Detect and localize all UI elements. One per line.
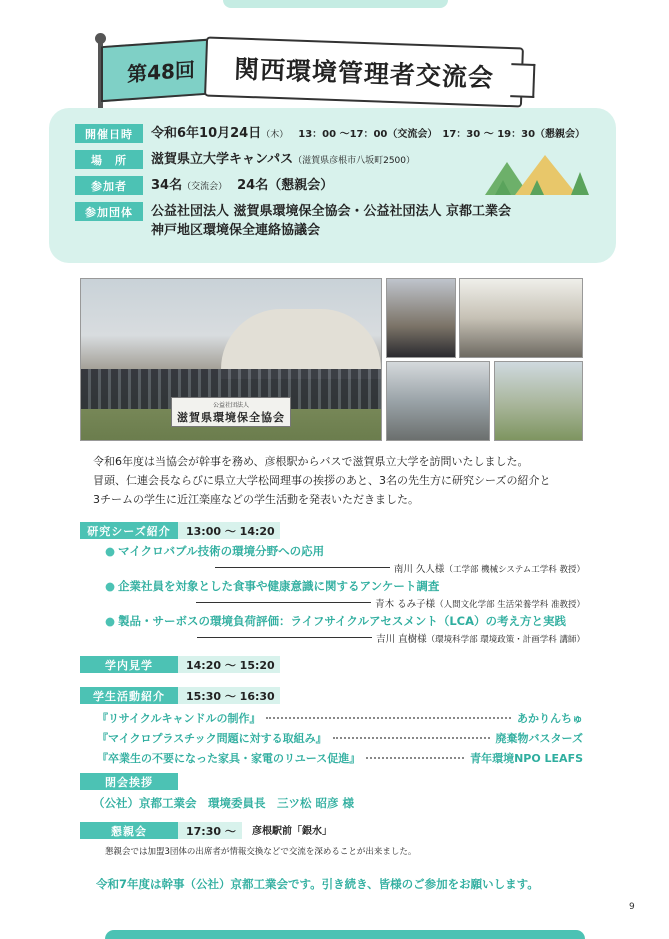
association-banner (171, 397, 291, 427)
time-range: 13：00 〜17：00（交流会） 17：30 〜 19：30（懇親会） (298, 129, 586, 140)
page-title: 関西環境管理者交流会 (233, 54, 495, 93)
presenter-name: 吉川 直樹様 (376, 633, 427, 645)
research-title: ● 企業社員を対象とした食事や健康意識に関するアンケート調査 (105, 578, 585, 594)
research-header (80, 522, 280, 539)
team-name: 青年環境NPO LEAFS (470, 752, 583, 765)
party-count: 24名（懇親会） (237, 178, 334, 193)
venue-address: （滋賀県彦根市八坂町2500） (293, 156, 415, 166)
party-note: 懇親会では加盟3団体の出席者が情報交換などで交流を深めることが出来ました。 (105, 847, 417, 857)
info-value (151, 176, 333, 197)
research-list (105, 543, 585, 648)
research-title: ● マイクロバブル技術の環境分野への応用 (105, 543, 585, 559)
speaker-photo (386, 278, 456, 358)
info-row-organizations (75, 202, 616, 240)
venue-name: 滋賀県立大学キャンパス (151, 152, 294, 167)
team-name: あかりんちゅ (517, 712, 583, 725)
date-text: 令和6年10月24日 (151, 126, 262, 141)
edition-flag (101, 38, 221, 102)
section-label: 閉会挨拶 (80, 773, 178, 790)
team-name: 廃棄物バスターズ (495, 732, 583, 745)
info-label: 場 所 (75, 150, 143, 169)
tour-header (80, 656, 280, 673)
presenter (376, 631, 585, 645)
section-label: 研究シーズ紹介 (80, 522, 178, 539)
presenter-name: 青木 るみ子様 (375, 598, 436, 610)
activity-item (97, 748, 583, 768)
research-title: ● 製品・サーボスの環境負荷評価：ライフサイクルアセスメント（LCA）の考え方と実践 (105, 613, 585, 629)
section-time: 17:30 〜 (178, 822, 242, 839)
activity-title: 『卒業生の不要になった家具・家電のリユース促進』 (97, 752, 361, 765)
activity-item (97, 708, 583, 728)
lecture-hall-photo (459, 278, 583, 358)
closing-header (80, 773, 178, 790)
research-presenter-row (105, 559, 585, 576)
closing-speaker: （公社）京都工業会 環境委員長 三ツ松 昭彦 様 (93, 796, 355, 810)
section-time: 13:00 〜 14:20 (178, 522, 280, 539)
intro-text (93, 452, 593, 509)
leader-dots (266, 717, 511, 719)
presenter-name: 南川 久人様 (393, 563, 445, 575)
section-label: 学内見学 (80, 656, 178, 673)
field-photo (494, 361, 583, 441)
section-label: 学生活動紹介 (80, 687, 178, 704)
page-number: 9 (629, 902, 635, 912)
research-presenter-row (105, 594, 585, 611)
footer-message: 令和7年度は幹事（公社）京都工業会です。引き続き、皆様のご参加をお願いします。 (96, 877, 539, 891)
org-line-2: 神戸地区環境保全連絡協議会 (151, 223, 321, 238)
title-ribbon (204, 36, 524, 107)
participant-count: 34名 (151, 178, 183, 193)
section-time: 15:30 〜 16:30 (178, 687, 280, 704)
presenter-affiliation: （人間文化学部 生活栄養学科 准教授） (435, 599, 585, 610)
intro-line: 冒頭、仁連会長ならびに県立大学松岡理事の挨拶のあと、3名の先生方に研究シーズの紹介と (93, 474, 551, 487)
student-header (80, 687, 280, 704)
info-label: 開催日時 (75, 124, 143, 143)
presenter-affiliation: （工学部 機械システム工学科 教授） (444, 564, 585, 575)
info-label: 参加団体 (75, 202, 143, 221)
mountain-illustration (485, 150, 595, 200)
activity-title: 『マイクロプラスチック問題に対する取組み』 (97, 732, 327, 745)
divider (215, 567, 390, 568)
party-header (80, 822, 242, 839)
participant-type: （交流会） (182, 182, 228, 192)
research-presenter-row (105, 629, 585, 646)
banner-small-text: 公益社団法人 (212, 401, 249, 409)
info-label: 参加者 (75, 176, 143, 195)
leader-dots (333, 737, 490, 739)
org-line-1: 公益社団法人 滋賀県環境保全協会・公益社団法人 京都工業会 (151, 204, 512, 219)
info-value (151, 150, 415, 171)
divider (197, 637, 372, 638)
presenter-affiliation: （環境科学部 環境政策・計画学科 講師） (426, 634, 585, 645)
top-decor-bar (223, 0, 448, 8)
group-photo (80, 278, 382, 441)
edition-label: 第48回 (127, 57, 195, 86)
info-value (151, 124, 585, 145)
presenter (394, 561, 585, 575)
info-row-date (75, 124, 616, 145)
weekday: （木） (261, 130, 289, 140)
activity-item (97, 728, 583, 748)
intro-line: 令和6年度は当協会が幹事を務め、彦根駅からバスで滋賀県立大学を訪問いたしました。 (93, 455, 529, 468)
banner-main-text: 滋賀県環境保全協会 (177, 410, 285, 424)
bottom-decor-bar (105, 930, 585, 939)
section-time: 14:20 〜 15:20 (178, 656, 280, 673)
info-value (151, 202, 511, 240)
section-label: 懇親会 (80, 822, 178, 839)
party-venue: 彦根駅前「銀水」 (252, 826, 332, 837)
student-activity-list (97, 708, 583, 768)
tour-photo (386, 361, 490, 441)
intro-line: 3チームの学生に近江楽座などの学生活動を発表いただきました。 (93, 493, 419, 506)
presenter (375, 596, 585, 610)
activity-title: 『リサイクルキャンドルの制作』 (97, 712, 261, 725)
divider (196, 602, 371, 603)
leader-dots (366, 757, 464, 759)
